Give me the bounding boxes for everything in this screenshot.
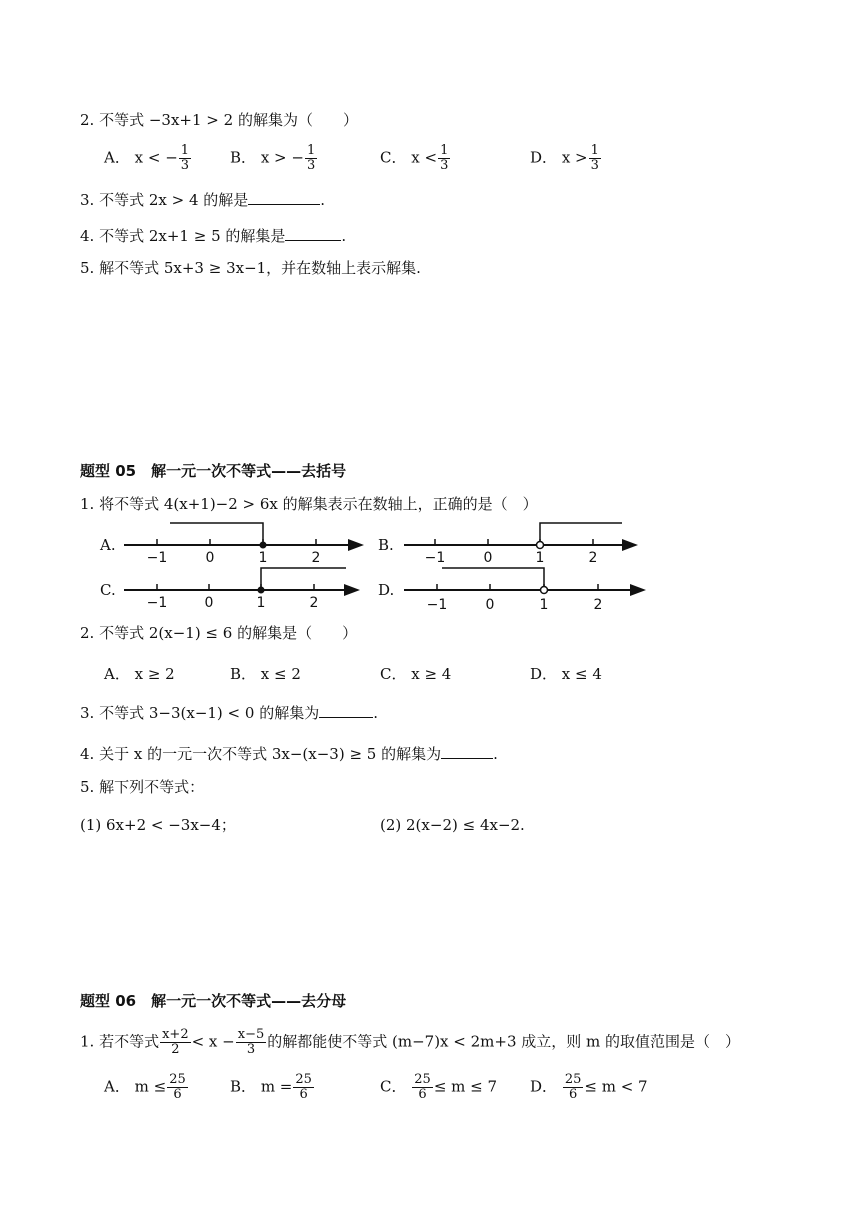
option-label: C．	[380, 148, 407, 167]
period: .	[493, 745, 498, 763]
question-4-text: 4. 不等式 2x+1 ≥ 5 的解集是	[80, 227, 286, 245]
s05-question-3	[80, 703, 378, 723]
option-b[interactable]	[230, 1073, 315, 1102]
tick-label: −1	[146, 550, 168, 566]
s06-question-1-post: 的解都能使不等式 (m−7)x < 2m+3 成立，则 m 的取值范围是（ ）	[267, 1032, 741, 1051]
hollow-dot	[537, 542, 544, 549]
question-5-text: 5. 解不等式 5x+3 ≥ 3x−1，并在数轴上表示解集.	[80, 259, 421, 277]
option-expr: ≤ m < 7	[584, 1077, 648, 1096]
option-d[interactable]: D． x ≤ 4	[530, 665, 602, 683]
s05-question-4-text: 4. 关于 x 的一元一次不等式 3x−(x−3) ≥ 5 的解集为	[80, 745, 442, 763]
s05-question-5-part-1: (1) 6x+2 < −3x−4；	[80, 816, 236, 834]
option-label: B．	[230, 148, 257, 167]
question-3-text: 3. 不等式 2x > 4 的解是	[80, 191, 249, 209]
option-expr: ≤ m ≤ 7	[433, 1077, 498, 1096]
fraction: $\frac{1}{3}$	[180, 143, 190, 173]
option-c[interactable]	[380, 1073, 497, 1102]
option-expr: x > −	[260, 148, 304, 167]
s05-question-2-text: 2. 不等式 2(x−1) ≤ 6 的解集是（ ）	[80, 624, 358, 642]
tick-label: −1	[424, 550, 446, 566]
tick-label: 1	[258, 550, 268, 566]
option-d[interactable]	[530, 1073, 648, 1102]
solid-dot	[258, 587, 265, 594]
fraction: $\frac{1}{3}$	[440, 143, 449, 173]
s05-question-1-text: 1. 将不等式 4(x+1)−2 > 6x 的解集表示在数轴上，正确的是（ ）	[80, 495, 538, 513]
s05-question-5-part-2: (2) 2(x−2) ≤ 4x−2.	[380, 816, 525, 834]
fraction: $\frac{25}{6}$	[295, 1072, 312, 1102]
option-b[interactable]: B． x ≤ 2	[230, 665, 301, 683]
tick-label: 0	[485, 597, 495, 613]
option-c[interactable]: C． x ≥ 4	[380, 665, 452, 683]
s05-question-4	[80, 744, 498, 764]
option-label: A．	[104, 1077, 130, 1096]
answer-blank[interactable]	[441, 744, 493, 759]
fraction: $\frac{1}{3}$	[306, 143, 316, 173]
fraction: $\frac{x-5}{3}$	[237, 1027, 265, 1057]
period: .	[320, 191, 326, 209]
s06-question-1	[80, 1028, 740, 1057]
tick-label: −1	[426, 597, 448, 613]
period: .	[341, 227, 347, 245]
tick-label: 1	[535, 550, 545, 566]
s05-question-3-text: 3. 不等式 3−3(x−1) < 0 的解集为	[80, 704, 320, 722]
solid-dot	[260, 542, 267, 549]
arrow-icon	[348, 539, 364, 551]
s06-question-1-mid: < x −	[191, 1032, 235, 1051]
option-expr: m =	[260, 1077, 293, 1096]
option-a-label[interactable]: A.	[100, 536, 116, 554]
number-line-c[interactable]	[124, 568, 360, 596]
tick-label: 1	[539, 597, 549, 613]
arrow-icon	[344, 584, 360, 596]
option-label: B．	[230, 1077, 257, 1096]
question-2-text: 2. 不等式 −3x+1 > 2 的解集为（ ）	[80, 111, 358, 129]
option-label: C．	[380, 1077, 407, 1096]
tick-label: 2	[311, 550, 321, 566]
option-expr: x >	[561, 148, 588, 167]
option-expr: x <	[411, 148, 438, 167]
hollow-dot	[541, 587, 548, 594]
option-label: D．	[530, 148, 558, 167]
s06-question-1-pre: 1. 若不等式	[80, 1032, 160, 1051]
section-05-title: 题型 05 解一元一次不等式——去括号	[80, 462, 347, 480]
option-label: A．	[104, 148, 130, 167]
option-expr: x < −	[134, 148, 178, 167]
fraction: $\frac{25}{6}$	[169, 1072, 186, 1102]
s05-question-5-text: 5. 解下列不等式：	[80, 778, 205, 796]
tick-label: 1	[256, 595, 266, 611]
tick-label: 2	[588, 550, 598, 566]
tick-label: 0	[205, 550, 215, 566]
option-label: D．	[530, 1077, 558, 1096]
option-c-label[interactable]: C.	[100, 581, 116, 599]
option-a[interactable]: A． x ≥ 2	[104, 665, 175, 683]
number-line-d[interactable]	[404, 568, 646, 596]
option-d-label[interactable]: D.	[378, 581, 395, 599]
period: .	[373, 704, 378, 722]
fraction: $\frac{x+2}{2}$	[162, 1027, 189, 1057]
tick-label: 0	[483, 550, 493, 566]
tick-label: 0	[204, 595, 214, 611]
option-a[interactable]	[104, 1073, 189, 1102]
section-06-title: 题型 06 解一元一次不等式——去分母	[80, 992, 347, 1010]
option-expr: m ≤	[134, 1077, 167, 1096]
fraction: $\frac{25}{6}$	[414, 1072, 431, 1102]
arrow-icon	[630, 584, 646, 596]
fraction: $\frac{25}{6}$	[564, 1072, 582, 1102]
tick-label: 2	[593, 597, 603, 613]
tick-label: 2	[309, 595, 319, 611]
number-line-b[interactable]	[404, 523, 638, 551]
option-b-label[interactable]: B.	[378, 536, 394, 554]
arrow-icon	[622, 539, 638, 551]
tick-label: −1	[146, 595, 168, 611]
fraction: $\frac{1}{3}$	[590, 143, 599, 173]
answer-blank[interactable]	[319, 703, 373, 718]
number-line-a[interactable]	[124, 523, 364, 551]
